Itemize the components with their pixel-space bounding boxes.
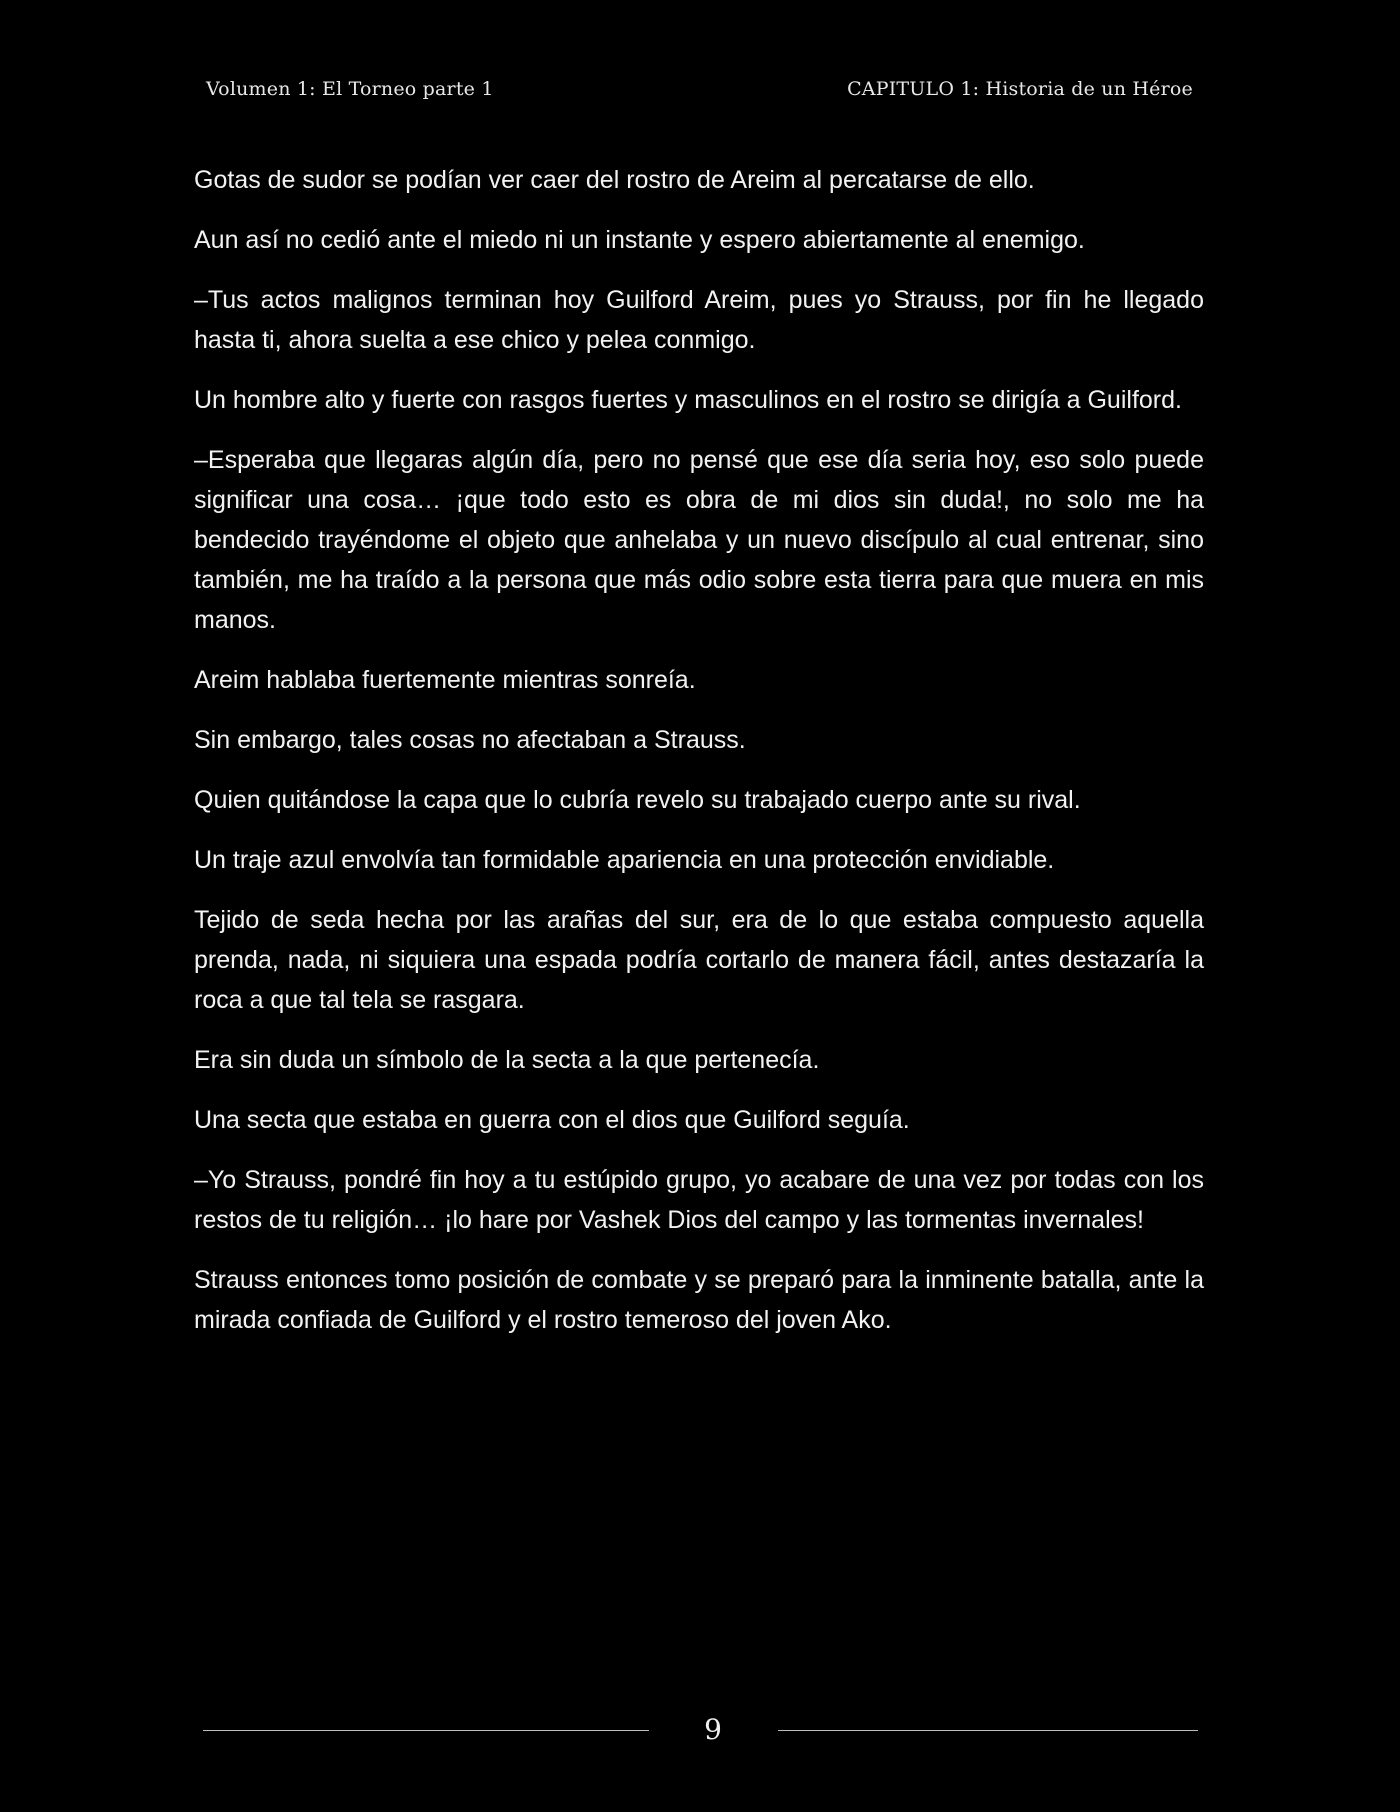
paragraph: Quien quitándose la capa que lo cubría revelo su trabajado cuerpo ante su rival. — [194, 786, 1081, 814]
page-number: 9 — [704, 1713, 722, 1746]
paragraph: Strauss entonces tomo posición de combate y se preparó para la inminente batalla, ante la mirada confiada de Guilford y el rostro temeroso del joven Ako. — [194, 1266, 1204, 1334]
paragraph: –Yo Strauss, pondré fin hoy a tu estúpido grupo, yo acabare de una vez por todas con los restos de tu religión… ¡lo hare por Vashek Dios del campo y las tormentas invernales! — [194, 1166, 1204, 1234]
paragraph: Areim hablaba fuertemente mientras sonreía. — [194, 666, 696, 694]
paragraph: –Tus actos malignos terminan hoy Guilford Areim, pues yo Strauss, por fin he llegado hasta ti, ahora suelta a ese chico y pelea conmigo. — [194, 286, 1204, 354]
paragraph: Sin embargo, tales cosas no afectaban a Strauss. — [194, 726, 746, 754]
paragraph: Aun así no cedió ante el miedo ni un instante y espero abiertamente al enemigo. — [194, 226, 1085, 254]
paragraph: Una secta que estaba en guerra con el dios que Guilford seguía. — [194, 1106, 910, 1134]
chapter-body — [194, 160, 1204, 1360]
paragraph: Un traje azul envolvía tan formidable apariencia en una protección envidiable. — [194, 846, 1055, 874]
volume-title: Volumen 1: El Torneo parte 1 — [206, 78, 494, 100]
paragraph: Gotas de sudor se podían ver caer del rostro de Areim al percatarse de ello. — [194, 166, 1035, 194]
paragraph: Un hombre alto y fuerte con rasgos fuertes y masculinos en el rostro se dirigía a Guilford. — [194, 386, 1182, 414]
footer-rule-right — [778, 1730, 1198, 1731]
footer-rule-left — [203, 1730, 649, 1731]
chapter-title: CAPITULO 1: Historia de un Héroe — [847, 78, 1193, 100]
page-footer — [203, 1712, 1198, 1752]
paragraph: –Esperaba que llegaras algún día, pero no pensé que ese día seria hoy, eso solo puede significar una cosa… ¡que todo esto es obra de mi dios sin duda!, no solo me ha bendecido trayéndome el objeto que anhelaba y un nuevo discípulo al cual entrenar, sino también, me ha traído a la persona que más odio sobre esta tierra para que muera en mis manos. — [194, 446, 1204, 634]
paragraph: Tejido de seda hecha por las arañas del sur, era de lo que estaba compuesto aquella prenda, nada, ni siquiera una espada podría cortarlo de manera fácil, antes destazaría la roca a que tal tela se rasgara. — [194, 906, 1204, 1014]
running-header — [206, 78, 1193, 108]
paragraph: Era sin duda un símbolo de la secta a la que pertenecía. — [194, 1046, 820, 1074]
